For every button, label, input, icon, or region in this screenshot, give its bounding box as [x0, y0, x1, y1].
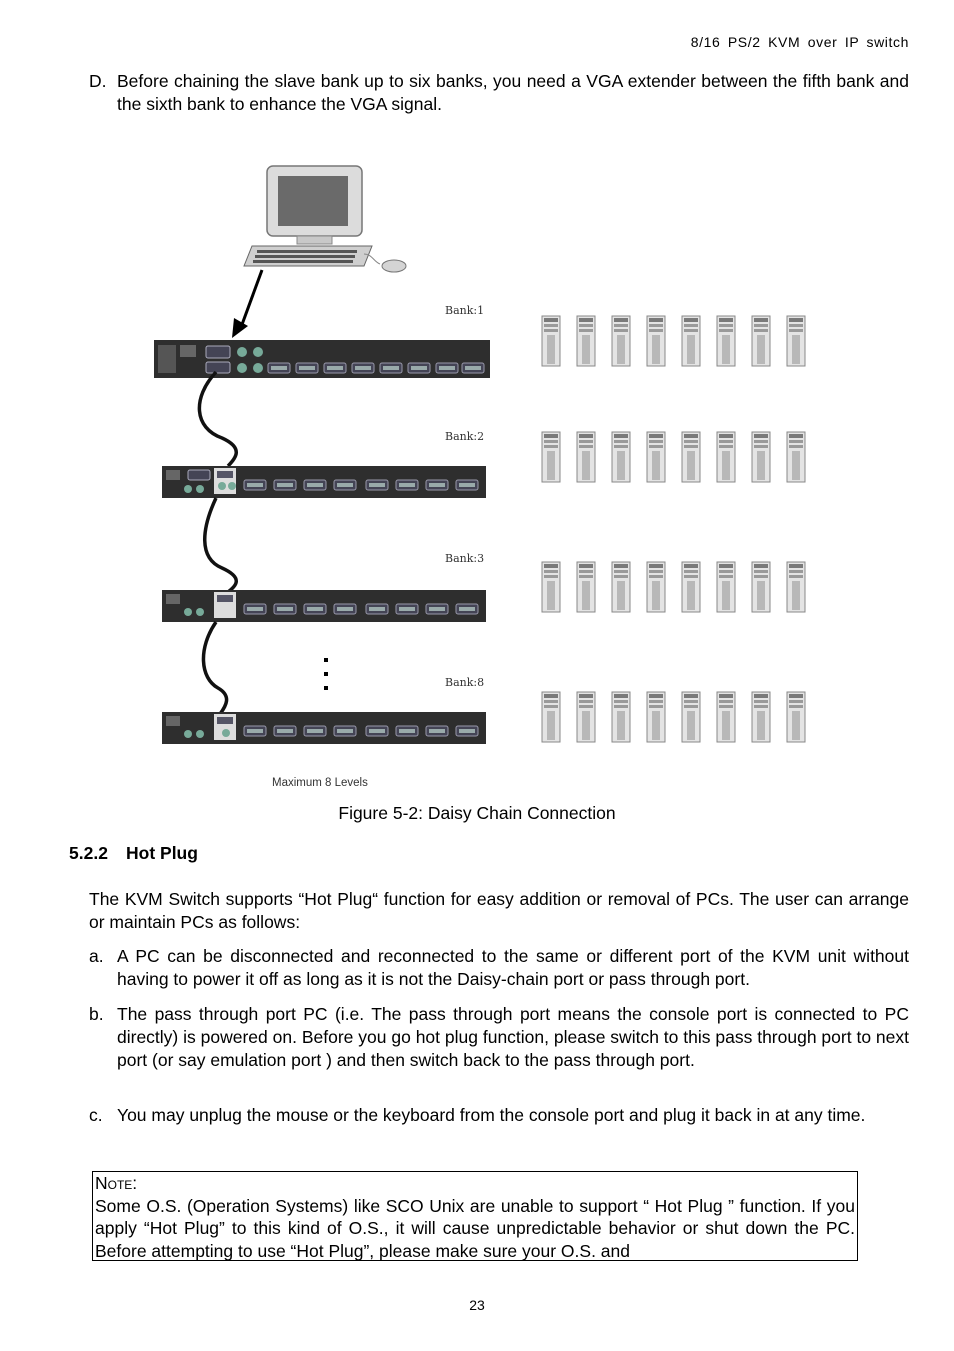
list-text: You may unplug the mouse or the keyboard from the console port and plug it back in at any time.	[117, 1105, 866, 1125]
kvm-unit-bank-2	[162, 466, 486, 498]
ellipsis-dots	[324, 658, 328, 690]
intro-paragraph: The KVM Switch supports “Hot Plug“ function for easy addition or removal of PCs. The user can arrange or maintain PCs as follows:	[89, 889, 909, 932]
section-number: 5.2.2	[69, 843, 108, 863]
list-marker: a.	[89, 946, 104, 966]
list-marker: b.	[89, 1004, 104, 1024]
section-title: Hot Plug	[126, 843, 198, 863]
kvm-unit-bank-8	[162, 712, 486, 744]
list-text: A PC can be disconnected and reconnected to the same or different port of the KVM unit without having to power it off as long as it is not the Daisy-chain port or pass through port.	[117, 946, 909, 989]
section-heading	[69, 843, 198, 864]
pc-tower-row-2	[542, 432, 805, 482]
monitor-icon	[267, 166, 362, 244]
pc-tower-row-1	[542, 316, 805, 366]
bank-label-2: Bank:2	[445, 430, 485, 443]
figure-caption: Figure 5-2: Daisy Chain Connection	[338, 803, 616, 823]
daisy-chain-figure	[132, 158, 822, 792]
list-text: Before chaining the slave bank up to six banks, you need a VGA extender between the fifth bank and the sixth bank to enhance the VGA signal.	[117, 71, 909, 114]
list-item-c	[89, 1104, 909, 1127]
note-title: Note:	[95, 1173, 138, 1193]
figure-footer-label: Maximum 8 Levels	[272, 777, 368, 789]
mouse-icon	[364, 254, 406, 272]
list-marker: D.	[89, 71, 107, 91]
note-body: Some O.S. (Operation Systems) like SCO Unix are unable to support “ Hot Plug ” function. If you apply “Hot Plug” to this kind of O.S., it will cause unpredictable behavior or shut down the PC. Before attempting to use “Hot Plug”, please make sure your O.S. and	[95, 1195, 855, 1261]
list-text: The pass through port PC (i.e. The pass through port means the console port is connected to PC directly) is powered on. Before you go hot plug function, please switch to this pass through port to next port (or say emulation port ) and then switch back to the pass through port.	[117, 1004, 909, 1070]
pc-tower-row-4	[542, 692, 805, 742]
list-marker: c.	[89, 1105, 103, 1125]
bank-label-3: Bank:3	[445, 552, 485, 565]
note-box	[92, 1171, 858, 1261]
bank-label-1: Bank:1	[445, 304, 485, 317]
keyboard-icon	[244, 246, 372, 266]
running-header: 8/16 PS/2 KVM over IP switch	[690, 34, 909, 50]
pc-tower-row-3	[542, 562, 805, 612]
kvm-unit-bank-1	[154, 340, 490, 378]
list-item-b	[89, 1003, 909, 1072]
list-item-a	[89, 945, 909, 991]
arrow-icon	[232, 270, 262, 338]
list-item-d	[89, 70, 909, 116]
bank-label-8: Bank:8	[445, 676, 485, 689]
page-number: 23	[469, 1297, 485, 1313]
kvm-unit-bank-3	[162, 590, 486, 622]
